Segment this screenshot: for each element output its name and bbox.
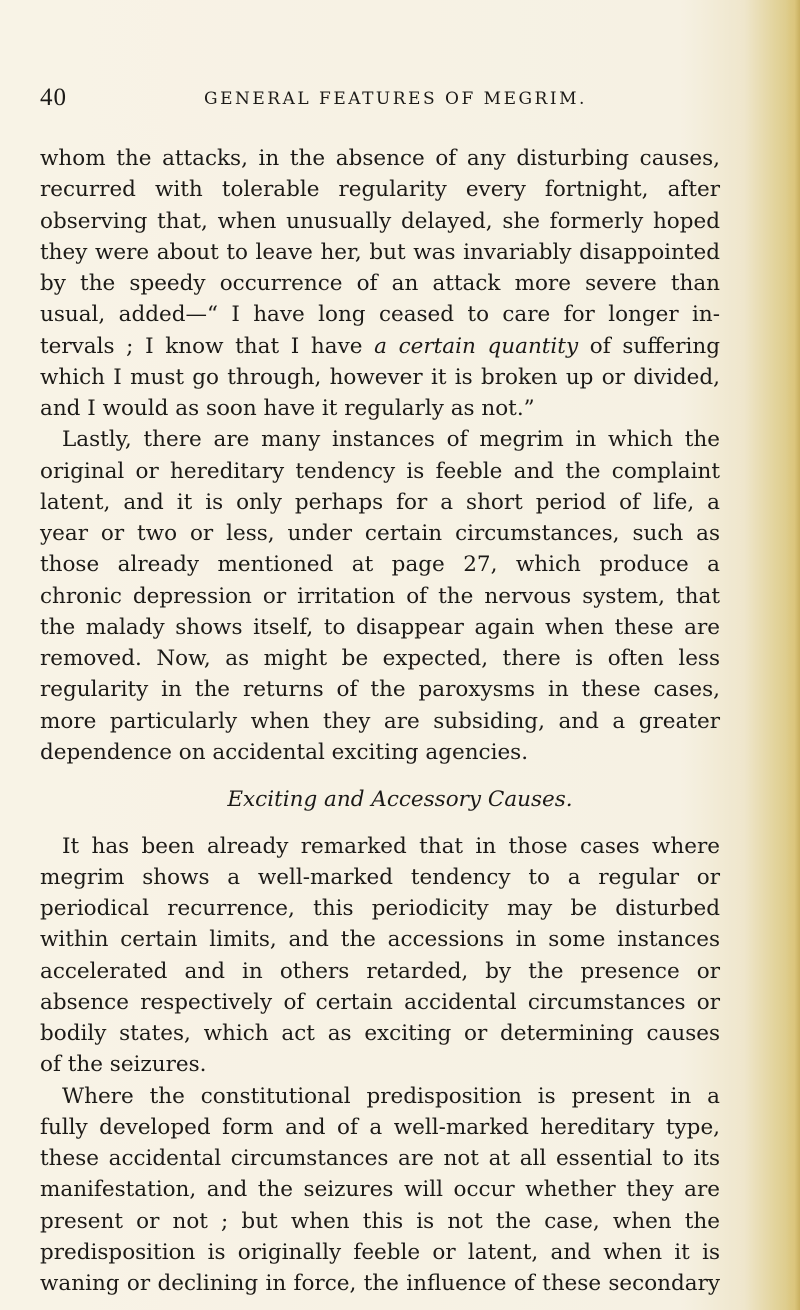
italic-phrase: a certain quantity: [374, 334, 579, 359]
text-line: year or two or less, under certain circumstances, such as: [40, 521, 720, 546]
text-line: of the seizures.: [40, 1052, 207, 1077]
text-line: observing that, when unusually delayed, she formerly hoped: [40, 209, 720, 234]
text-line: waning or declining in force, the influence of these secondary: [40, 1271, 720, 1296]
running-head: GENERAL FEATURES OF MEGRIM.: [204, 89, 587, 109]
text-line: usual, added—“ I have long ceased to care for longer in-: [40, 302, 720, 327]
text-line: manifestation, and the seizures will occur whether they are: [40, 1177, 720, 1202]
text-line: predisposition is originally feeble or latent, and when it is: [40, 1240, 720, 1265]
text-line: which I must go through, however it is broken up or divided,: [40, 365, 720, 390]
section-heading: Exciting and Accessory Causes.: [227, 787, 573, 812]
text-line: dependence on accidental exciting agencies.: [40, 740, 529, 765]
text-line: It has been already remarked that in those cases where: [62, 834, 720, 859]
text-line: they were about to leave her, but was invariably disappointed: [40, 240, 720, 265]
text-run: of suffering: [589, 334, 720, 359]
text-line: removed. Now, as might be expected, there is often less: [40, 646, 720, 671]
text-line: by the speedy occurrence of an attack more severe than: [40, 271, 720, 296]
text-line: these accidental circumstances are not at all essential to its: [40, 1146, 720, 1171]
text-line: accelerated and in others retarded, by the presence or: [40, 959, 720, 984]
text-line: Lastly, there are many instances of megrim in which the: [62, 427, 720, 452]
text-line: absence respectively of certain accidental circumstances or: [40, 990, 720, 1015]
text-line: fully developed form and of a well-marked hereditary type,: [40, 1115, 720, 1140]
text-line: original or hereditary tendency is feeble and the complaint: [40, 459, 720, 484]
text-line: more particularly when they are subsiding, and a greater: [40, 709, 720, 734]
text-line: whom the attacks, in the absence of any disturbing causes,: [40, 146, 720, 171]
text-line: within certain limits, and the accessions in some instances: [40, 927, 720, 952]
text-line: those already mentioned at page 27, which produce a: [40, 552, 720, 577]
text-line: and I would as soon have it regularly as not.”: [40, 396, 535, 421]
text-line: chronic depression or irritation of the nervous system, that: [40, 584, 720, 609]
page-number: 40: [40, 84, 67, 111]
text-line: latent, and it is only perhaps for a short period of life, a: [40, 490, 720, 515]
text-line: recurred with tolerable regularity every fortnight, after: [40, 177, 720, 202]
text-line: the malady shows itself, to disappear again when these are: [40, 615, 720, 640]
text-line: periodical recurrence, this periodicity may be disturbed: [40, 896, 720, 921]
text-line: present or not ; but when this is not the case, when the: [40, 1209, 720, 1234]
text-line-mixed: [40, 331, 720, 363]
text-line: Where the constitutional predisposition is present in a: [62, 1084, 720, 1109]
page-header: [40, 84, 760, 118]
text-line: megrim shows a well-marked tendency to a regular or: [40, 865, 720, 890]
page-edge-shading: [786, 0, 800, 1310]
text-run: tervals ; I know that I have: [40, 334, 363, 359]
text-line: regularity in the returns of the paroxysms in these cases,: [40, 677, 720, 702]
text-line: bodily states, which act as exciting or determining causes: [40, 1021, 720, 1046]
